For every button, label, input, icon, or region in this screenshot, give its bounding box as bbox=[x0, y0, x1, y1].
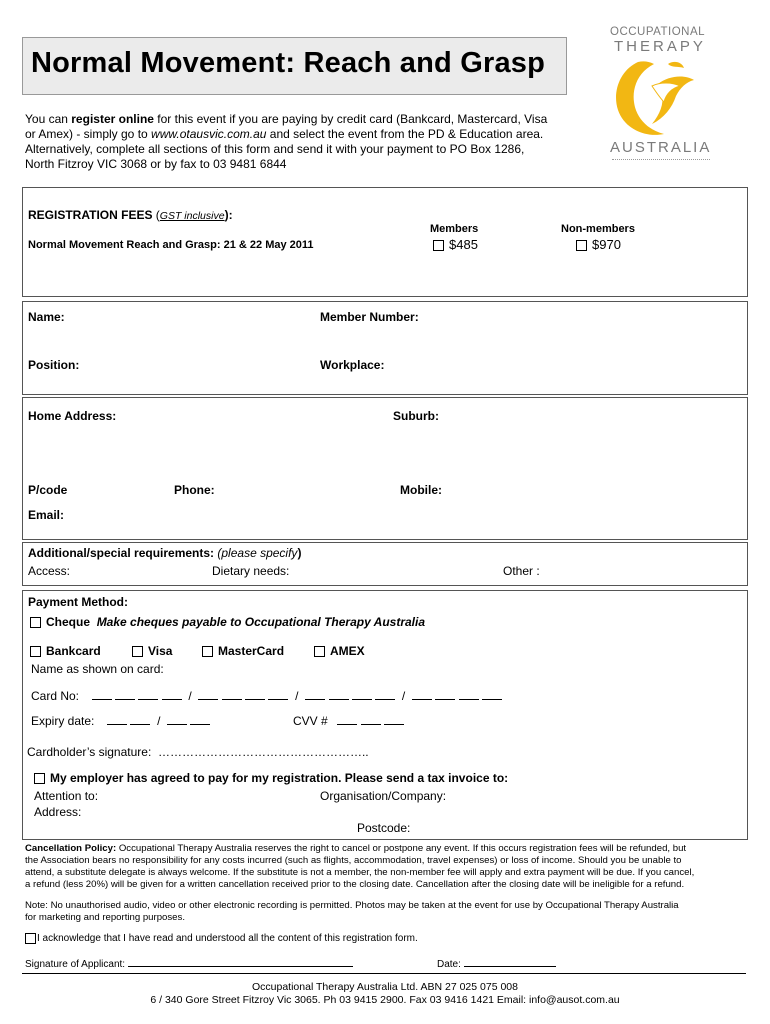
acknowledge-checkbox[interactable] bbox=[25, 933, 36, 944]
date-row: Date: bbox=[437, 957, 556, 970]
cheque-checkbox[interactable] bbox=[30, 617, 41, 628]
expiry-digit[interactable] bbox=[190, 713, 210, 725]
card-digit[interactable] bbox=[352, 688, 372, 700]
visa-option[interactable]: Visa bbox=[132, 644, 172, 658]
member-number-label: Member Number: bbox=[320, 310, 419, 324]
event-name: Normal Movement Reach and Grasp: 21 & 22 May 2011 bbox=[28, 239, 314, 251]
invoice-address-label: Address: bbox=[34, 805, 82, 819]
card-digit[interactable] bbox=[268, 688, 288, 700]
employer-option[interactable]: My employer has agreed to pay for my registration. Please send a tax invoice to: bbox=[34, 771, 508, 785]
bankcard-option[interactable]: Bankcard bbox=[30, 644, 101, 658]
cheque-note: Make cheques payable to Occupational Therapy Australia bbox=[96, 615, 426, 629]
footer-address: 6 / 340 Gore Street Fitzroy Vic 3065. Ph 03 9415 2900. Fax 03 9416 1421 Email: info@ausot.com.au bbox=[150, 994, 620, 1006]
recording-note: Note: No unauthorised audio, video or other electronic recording is permitted. Photos may be taken at the event for use by Occupational Therapy Australia for marketing and reporting purposes. bbox=[25, 900, 679, 923]
card-digit[interactable] bbox=[245, 688, 265, 700]
applicant-signature-line[interactable] bbox=[128, 957, 353, 967]
card-digit[interactable] bbox=[459, 688, 479, 700]
signature-dots[interactable]: …………………………………………….. bbox=[157, 745, 369, 759]
card-digit[interactable] bbox=[305, 688, 325, 700]
nonmembers-column-label: Non-members bbox=[561, 223, 635, 235]
card-digit[interactable] bbox=[222, 688, 242, 700]
footer-abn: Occupational Therapy Australia Ltd. ABN 27 025 075 008 bbox=[252, 981, 518, 993]
access-label: Access: bbox=[28, 564, 71, 578]
payment-heading: Payment Method: bbox=[28, 595, 129, 609]
page-title: Normal Movement: Reach and Grasp bbox=[31, 47, 546, 79]
expiry-row: Expiry date: / bbox=[31, 713, 210, 728]
expiry-digit[interactable] bbox=[130, 713, 150, 725]
amex-option[interactable]: AMEX bbox=[314, 644, 365, 658]
attention-label: Attention to: bbox=[34, 789, 99, 803]
invoice-postcode-label: Postcode: bbox=[357, 821, 411, 835]
employer-checkbox[interactable] bbox=[34, 773, 45, 784]
card-digit[interactable] bbox=[138, 688, 158, 700]
email-label: Email: bbox=[28, 508, 65, 522]
fees-heading: REGISTRATION FEES (GST inclusive): bbox=[28, 208, 233, 222]
postcode-label: P/code bbox=[28, 483, 68, 497]
footer bbox=[0, 981, 770, 1007]
logo-tagline bbox=[612, 159, 710, 162]
position-label: Position: bbox=[28, 358, 80, 372]
member-fee-checkbox[interactable] bbox=[433, 240, 444, 251]
register-online: register online bbox=[71, 112, 154, 126]
mobile-label: Mobile: bbox=[400, 483, 442, 497]
organisation-label: Organisation/Company: bbox=[320, 789, 447, 803]
other-label: Other : bbox=[503, 564, 540, 578]
cvv-row: CVV # bbox=[293, 713, 404, 728]
logo-line-1: OCCUPATIONAL bbox=[610, 26, 706, 38]
visa-checkbox[interactable] bbox=[132, 646, 143, 657]
member-fee-option[interactable]: $485 bbox=[433, 237, 478, 252]
card-digit[interactable] bbox=[329, 688, 349, 700]
workplace-label: Workplace: bbox=[320, 358, 385, 372]
card-digit[interactable] bbox=[482, 688, 502, 700]
nonmember-fee-checkbox[interactable] bbox=[576, 240, 587, 251]
bankcard-checkbox[interactable] bbox=[30, 646, 41, 657]
card-digit[interactable] bbox=[375, 688, 395, 700]
home-address-label: Home Address: bbox=[28, 409, 117, 423]
cvv-digit[interactable] bbox=[384, 713, 404, 725]
dietary-label: Dietary needs: bbox=[212, 564, 290, 578]
expiry-digit[interactable] bbox=[167, 713, 187, 725]
card-number-row: Card No: / / / bbox=[31, 688, 502, 703]
cardholder-signature-row: Cardholder’s signature: …………………………………………….. bbox=[27, 745, 369, 759]
ot-australia-logo bbox=[598, 26, 723, 166]
card-digit[interactable] bbox=[435, 688, 455, 700]
card-digit[interactable] bbox=[162, 688, 182, 700]
cheque-option[interactable]: Cheque Make cheques payable to Occupational Therapy Australia bbox=[30, 615, 425, 629]
cvv-digit[interactable] bbox=[337, 713, 357, 725]
phone-label: Phone: bbox=[174, 483, 215, 497]
card-digit[interactable] bbox=[412, 688, 432, 700]
cancellation-policy: Cancellation Policy: Occupational Therapy Australia reserves the right to cancel or postpone any event. If this occurs registration fees will be refunded, but the Association bears no responsibility for any costs incurred (such as flights, accommodation, travel expenses) or loss of income. Should you be unable to attend, a substitute delegate is always welcome. If the substitute is not a member, the non-member fee will apply and extra payment will be due. If you cancel, a refund (less 20%) will be given for a written cancellation received prior to the closing date. Cancellation after the closing date will be ineligible for a refund. bbox=[25, 843, 695, 890]
date-line[interactable] bbox=[464, 957, 556, 967]
mastercard-option[interactable]: MasterCard bbox=[202, 644, 284, 658]
applicant-signature-row: Signature of Applicant: bbox=[25, 957, 353, 970]
address-section bbox=[22, 397, 748, 540]
website-link[interactable]: www.otausvic.com.au bbox=[151, 127, 267, 141]
logo-line-3: AUSTRALIA bbox=[610, 139, 712, 156]
intro-text: You can register online for this event if you are paying by credit card (Bankcard, Mastercard, Visa or Amex) - simply go to www.otausvic.com.au and select the event from the PD & Education area. Alternatively, complete all sections of this form and send it with your payment to PO Box 1286, North Fitzroy VIC 3068 or by fax to 03 9481 6844 bbox=[25, 112, 548, 171]
footer-divider bbox=[22, 973, 746, 974]
expiry-digit[interactable] bbox=[107, 713, 127, 725]
nonmember-fee-option[interactable]: $970 bbox=[576, 237, 621, 252]
amex-checkbox[interactable] bbox=[314, 646, 325, 657]
logo-line-2: THERAPY bbox=[614, 38, 706, 55]
requirements-heading: Additional/special requirements: (please specify) bbox=[28, 546, 302, 560]
card-digit[interactable] bbox=[198, 688, 218, 700]
members-column-label: Members bbox=[430, 223, 479, 235]
logo-emblem bbox=[608, 58, 708, 140]
suburb-label: Suburb: bbox=[393, 409, 439, 423]
card-digit[interactable] bbox=[92, 688, 112, 700]
acknowledge-option[interactable]: I acknowledge that I have read and understood all the content of this registration form. bbox=[25, 933, 418, 944]
mastercard-checkbox[interactable] bbox=[202, 646, 213, 657]
cvv-digit[interactable] bbox=[361, 713, 381, 725]
card-digit[interactable] bbox=[115, 688, 135, 700]
name-on-card-label: Name as shown on card: bbox=[31, 662, 164, 676]
name-label: Name: bbox=[28, 310, 65, 324]
